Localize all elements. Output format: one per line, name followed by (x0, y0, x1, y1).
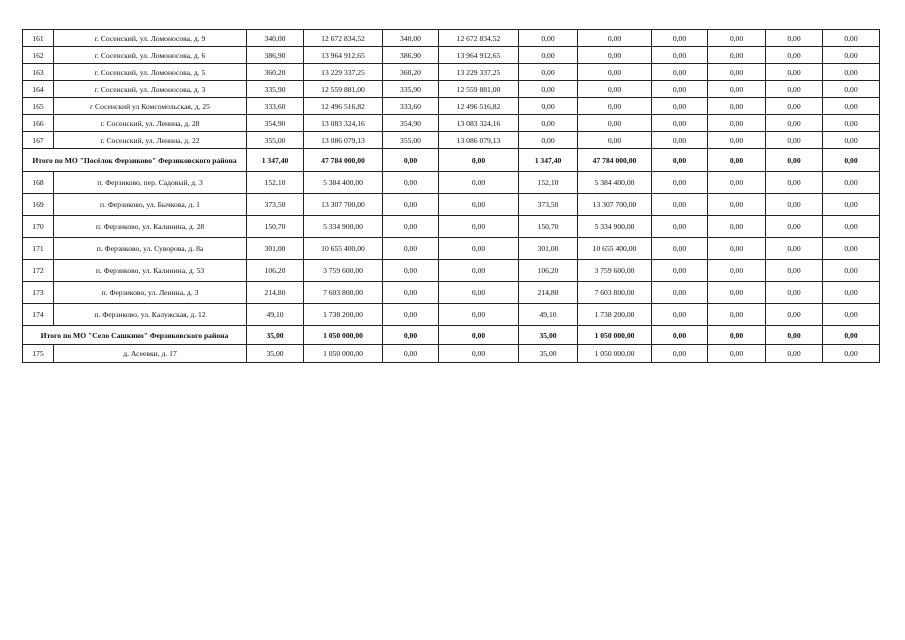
value-cell: 13 086 079,13 (304, 132, 383, 149)
register-table-body (23, 30, 880, 363)
value-cell: 7 603 800,00 (578, 282, 652, 304)
value-cell: 0,00 (823, 172, 880, 194)
value-cell: 0,00 (439, 238, 519, 260)
value-cell: 0,00 (652, 172, 708, 194)
table-row (23, 238, 880, 260)
value-cell: 1 738 200,00 (304, 304, 383, 326)
value-cell: 0,00 (823, 326, 880, 345)
value-cell: 1 050 000,00 (304, 326, 383, 345)
value-cell: 0,00 (578, 81, 652, 98)
value-cell: 340,00 (383, 30, 439, 47)
subtotal-label: Итого по МО "Село Сашкино" Ферзиковского района (23, 326, 247, 345)
table-row (23, 304, 880, 326)
value-cell: 0,00 (708, 194, 766, 216)
value-cell: 0,00 (708, 282, 766, 304)
value-cell: 49,10 (519, 304, 578, 326)
value-cell: 335,90 (383, 81, 439, 98)
value-cell: 1 347,40 (247, 149, 304, 172)
table-row (23, 81, 880, 98)
value-cell: 0,00 (519, 115, 578, 132)
value-cell: 0,00 (823, 260, 880, 282)
value-cell: 0,00 (652, 304, 708, 326)
value-cell: 0,00 (823, 216, 880, 238)
value-cell: 0,00 (652, 326, 708, 345)
value-cell: 0,00 (708, 326, 766, 345)
value-cell: 12 672 834,52 (439, 30, 519, 47)
table-row (23, 260, 880, 282)
value-cell: 12 496 516,82 (304, 98, 383, 115)
value-cell: 0,00 (766, 47, 823, 64)
value-cell: 13 229 337,25 (439, 64, 519, 81)
address-cell: п. Ферзиково, ул. Калинина, д. 53 (54, 260, 247, 282)
table-row (23, 132, 880, 149)
value-cell: 360,20 (247, 64, 304, 81)
value-cell: 0,00 (823, 81, 880, 98)
value-cell: 0,00 (578, 64, 652, 81)
value-cell: 35,00 (519, 326, 578, 345)
table-row (23, 98, 880, 115)
value-cell: 386,90 (383, 47, 439, 64)
value-cell: 1 347,40 (519, 149, 578, 172)
value-cell: 3 759 600,00 (578, 260, 652, 282)
value-cell: 0,00 (708, 238, 766, 260)
value-cell: 0,00 (383, 345, 439, 363)
value-cell: 0,00 (578, 30, 652, 47)
row-number: 168 (23, 172, 54, 194)
value-cell: 0,00 (766, 149, 823, 172)
value-cell: 0,00 (823, 64, 880, 81)
subtotal-row (23, 326, 880, 345)
value-cell: 0,00 (519, 132, 578, 149)
value-cell: 49,10 (247, 304, 304, 326)
value-cell: 3 759 600,00 (304, 260, 383, 282)
value-cell: 5 334 900,00 (578, 216, 652, 238)
value-cell: 0,00 (652, 81, 708, 98)
value-cell: 152,10 (519, 172, 578, 194)
address-cell: г. Сосенский, ул. Ленина, д. 28 (54, 115, 247, 132)
value-cell: 301,00 (519, 238, 578, 260)
value-cell: 373,50 (519, 194, 578, 216)
value-cell: 150,70 (247, 216, 304, 238)
value-cell: 13 229 337,25 (304, 64, 383, 81)
value-cell: 0,00 (766, 326, 823, 345)
value-cell: 0,00 (823, 98, 880, 115)
value-cell: 152,10 (247, 172, 304, 194)
value-cell: 0,00 (578, 132, 652, 149)
value-cell: 0,00 (652, 194, 708, 216)
value-cell: 12 559 881,00 (439, 81, 519, 98)
address-cell: г. Сосенский, ул. Ломоносова, д. 3 (54, 81, 247, 98)
value-cell: 0,00 (652, 115, 708, 132)
value-cell: 386,90 (247, 47, 304, 64)
address-cell: г. Сосенский, ул. Ленина, д. 22 (54, 132, 247, 149)
value-cell: 0,00 (439, 172, 519, 194)
value-cell: 1 738 200,00 (578, 304, 652, 326)
row-number: 170 (23, 216, 54, 238)
value-cell: 13 307 700,00 (304, 194, 383, 216)
table-row (23, 30, 880, 47)
address-cell: п. Ферзиково, ул. Бычкова, д. 1 (54, 194, 247, 216)
value-cell: 0,00 (519, 81, 578, 98)
value-cell: 0,00 (823, 115, 880, 132)
value-cell: 13 083 324,16 (304, 115, 383, 132)
value-cell: 0,00 (383, 172, 439, 194)
value-cell: 0,00 (652, 260, 708, 282)
value-cell: 0,00 (383, 216, 439, 238)
value-cell: 0,00 (708, 98, 766, 115)
value-cell: 354,90 (383, 115, 439, 132)
value-cell: 5 384 400,00 (578, 172, 652, 194)
value-cell: 373,50 (247, 194, 304, 216)
value-cell: 354,90 (247, 115, 304, 132)
row-number: 173 (23, 282, 54, 304)
value-cell: 0,00 (652, 238, 708, 260)
address-cell: г. Сосенский, ул. Ломоносова, д. 6 (54, 47, 247, 64)
value-cell: 10 655 400,00 (304, 238, 383, 260)
table-row (23, 64, 880, 81)
value-cell: 0,00 (708, 81, 766, 98)
value-cell: 0,00 (383, 194, 439, 216)
address-cell: г. Сосенский, ул. Ломоносова, д. 5 (54, 64, 247, 81)
value-cell: 340,00 (247, 30, 304, 47)
value-cell: 0,00 (519, 47, 578, 64)
address-cell: п. Ферзиково, ул. Калинина, д. 28 (54, 216, 247, 238)
value-cell: 0,00 (708, 172, 766, 194)
value-cell: 0,00 (383, 326, 439, 345)
value-cell: 10 655 400,00 (578, 238, 652, 260)
value-cell: 0,00 (652, 282, 708, 304)
value-cell: 106,20 (519, 260, 578, 282)
row-number: 167 (23, 132, 54, 149)
value-cell: 47 784 000,00 (578, 149, 652, 172)
value-cell: 0,00 (519, 64, 578, 81)
row-number: 169 (23, 194, 54, 216)
value-cell: 0,00 (652, 216, 708, 238)
value-cell: 0,00 (652, 64, 708, 81)
value-cell: 0,00 (823, 149, 880, 172)
table-row (23, 216, 880, 238)
value-cell: 0,00 (708, 115, 766, 132)
value-cell: 0,00 (766, 282, 823, 304)
value-cell: 5 334 900,00 (304, 216, 383, 238)
value-cell: 214,80 (519, 282, 578, 304)
row-number: 163 (23, 64, 54, 81)
table-row (23, 47, 880, 64)
value-cell: 12 559 881,00 (304, 81, 383, 98)
value-cell: 0,00 (823, 30, 880, 47)
value-cell: 1 050 000,00 (578, 326, 652, 345)
value-cell: 13 083 324,16 (439, 115, 519, 132)
address-cell: п. Ферзиково, ул. Суворова, д. 8а (54, 238, 247, 260)
value-cell: 0,00 (652, 98, 708, 115)
value-cell: 0,00 (823, 238, 880, 260)
value-cell: 360,20 (383, 64, 439, 81)
value-cell: 0,00 (652, 30, 708, 47)
value-cell: 0,00 (439, 282, 519, 304)
address-cell: д. Асеевки, д. 17 (54, 345, 247, 363)
table-row (23, 194, 880, 216)
value-cell: 0,00 (823, 345, 880, 363)
value-cell: 0,00 (766, 30, 823, 47)
value-cell: 0,00 (766, 304, 823, 326)
value-cell: 0,00 (439, 194, 519, 216)
value-cell: 355,00 (247, 132, 304, 149)
row-number: 172 (23, 260, 54, 282)
value-cell: 0,00 (578, 115, 652, 132)
value-cell: 0,00 (766, 194, 823, 216)
value-cell: 0,00 (708, 304, 766, 326)
value-cell: 0,00 (439, 216, 519, 238)
value-cell: 0,00 (823, 132, 880, 149)
value-cell: 0,00 (766, 345, 823, 363)
row-number: 162 (23, 47, 54, 64)
value-cell: 0,00 (652, 149, 708, 172)
value-cell: 0,00 (766, 132, 823, 149)
value-cell: 301,00 (247, 238, 304, 260)
value-cell: 0,00 (439, 345, 519, 363)
value-cell: 0,00 (766, 260, 823, 282)
value-cell: 35,00 (247, 326, 304, 345)
row-number: 161 (23, 30, 54, 47)
value-cell: 0,00 (823, 304, 880, 326)
value-cell: 214,80 (247, 282, 304, 304)
table-row (23, 115, 880, 132)
value-cell: 0,00 (383, 238, 439, 260)
address-cell: г Сосенский ул Комсомольская, д. 25 (54, 98, 247, 115)
row-number: 165 (23, 98, 54, 115)
value-cell: 13 086 079,13 (439, 132, 519, 149)
subtotal-row (23, 149, 880, 172)
row-number: 166 (23, 115, 54, 132)
value-cell: 355,00 (383, 132, 439, 149)
address-cell: г. Сосенский, ул. Ломоносова, д. 9 (54, 30, 247, 47)
value-cell: 13 307 700,00 (578, 194, 652, 216)
value-cell: 0,00 (439, 149, 519, 172)
value-cell: 0,00 (708, 132, 766, 149)
value-cell: 35,00 (247, 345, 304, 363)
value-cell: 0,00 (823, 47, 880, 64)
subtotal-label: Итого по МО "Посёлок Ферзиково" Ферзиковского района (23, 149, 247, 172)
table-row (23, 282, 880, 304)
value-cell: 0,00 (383, 260, 439, 282)
value-cell: 0,00 (766, 98, 823, 115)
value-cell: 0,00 (766, 172, 823, 194)
value-cell: 12 672 834,52 (304, 30, 383, 47)
table-row (23, 172, 880, 194)
address-cell: п. Ферзиково, ул. Ленина, д. 3 (54, 282, 247, 304)
row-number: 171 (23, 238, 54, 260)
value-cell: 0,00 (766, 64, 823, 81)
value-cell: 0,00 (439, 326, 519, 345)
value-cell: 0,00 (519, 30, 578, 47)
table-row (23, 345, 880, 363)
value-cell: 0,00 (652, 47, 708, 64)
value-cell: 0,00 (708, 47, 766, 64)
value-cell: 0,00 (439, 304, 519, 326)
value-cell: 150,70 (519, 216, 578, 238)
value-cell: 47 784 000,00 (304, 149, 383, 172)
value-cell: 0,00 (708, 30, 766, 47)
value-cell: 0,00 (439, 260, 519, 282)
address-cell: п. Ферзиково, ул. Калужская, д. 12 (54, 304, 247, 326)
value-cell: 13 964 912,65 (304, 47, 383, 64)
value-cell: 335,90 (247, 81, 304, 98)
value-cell: 0,00 (383, 149, 439, 172)
value-cell: 35,00 (519, 345, 578, 363)
value-cell: 0,00 (766, 81, 823, 98)
register-table (22, 29, 880, 363)
value-cell: 0,00 (823, 194, 880, 216)
value-cell: 0,00 (708, 149, 766, 172)
value-cell: 0,00 (823, 282, 880, 304)
value-cell: 13 964 912,65 (439, 47, 519, 64)
value-cell: 0,00 (519, 98, 578, 115)
value-cell: 0,00 (652, 132, 708, 149)
value-cell: 0,00 (708, 260, 766, 282)
value-cell: 12 496 516,82 (439, 98, 519, 115)
value-cell: 0,00 (766, 115, 823, 132)
value-cell: 0,00 (578, 47, 652, 64)
value-cell: 106,20 (247, 260, 304, 282)
address-cell: п. Ферзиково, пер. Садовый, д. 3 (54, 172, 247, 194)
value-cell: 7 603 800,00 (304, 282, 383, 304)
value-cell: 1 050 000,00 (304, 345, 383, 363)
value-cell: 333,60 (383, 98, 439, 115)
value-cell: 0,00 (766, 238, 823, 260)
value-cell: 1 050 000,00 (578, 345, 652, 363)
value-cell: 0,00 (383, 282, 439, 304)
value-cell: 333,60 (247, 98, 304, 115)
value-cell: 0,00 (708, 345, 766, 363)
value-cell: 0,00 (578, 98, 652, 115)
value-cell: 0,00 (652, 345, 708, 363)
value-cell: 0,00 (708, 64, 766, 81)
value-cell: 0,00 (383, 304, 439, 326)
value-cell: 5 384 400,00 (304, 172, 383, 194)
row-number: 174 (23, 304, 54, 326)
row-number: 164 (23, 81, 54, 98)
value-cell: 0,00 (708, 216, 766, 238)
row-number: 175 (23, 345, 54, 363)
value-cell: 0,00 (766, 216, 823, 238)
